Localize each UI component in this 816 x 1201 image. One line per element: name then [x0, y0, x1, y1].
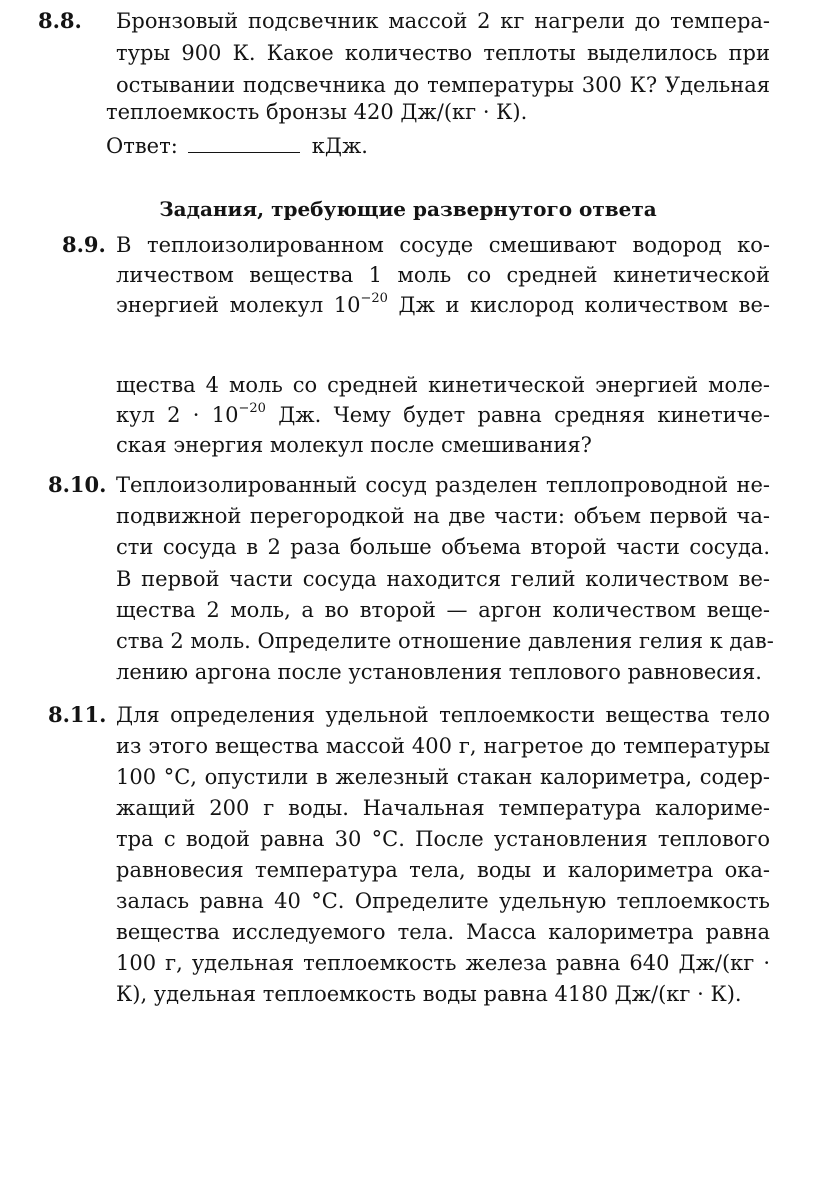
problem-text-line: из этого вещества массой 400 г, нагретое до температуры	[116, 734, 770, 758]
problem-text-line: В первой части сосуда находится гелий количеством ве-	[116, 567, 770, 591]
problem-text-line: туры 900 К. Какое количество теплоты выделилось при	[116, 41, 770, 65]
problem-text-line: Теплоизолированный сосуд разделен теплопроводной не-	[116, 473, 770, 497]
text-fragment: кул 2 · 10	[116, 403, 239, 427]
exponent: −20	[360, 291, 388, 306]
problem-text-line: К), удельная теплоемкость воды равна 4180 Дж/(кг · К).	[116, 982, 742, 1006]
answer-row	[106, 133, 368, 159]
problem-text-line: Для определения удельной теплоемкости вещества тело	[116, 703, 770, 727]
problem-text-line: равновесия температура тела, воды и калориметра ока-	[116, 858, 770, 882]
problem-number: 8.8.	[38, 8, 82, 33]
problem-text-line: жащий 200 г воды. Начальная температура калориме-	[116, 796, 770, 820]
problem-number: 8.11.	[48, 702, 107, 727]
problem-text-line	[116, 292, 770, 318]
problem-text-line: тра с водой равна 30 °С. После установления теплового	[116, 827, 770, 851]
problem-text-line: залась равна 40 °С. Определите удельную теплоемкость	[116, 889, 770, 913]
problem-text-line: щества 4 моль со средней кинетической энергией моле-	[116, 373, 770, 397]
problem-text-line: щества 2 моль, а во второй — аргон количеством веще-	[116, 598, 770, 622]
problem-number: 8.9.	[62, 232, 106, 257]
text-fragment: Дж. Чему будет равна средняя кинетиче-	[265, 403, 770, 427]
problem-text-line: личеством вещества 1 моль со средней кинетической	[116, 263, 770, 287]
problem-text-line: сти сосуда в 2 раза больше объема второй части сосуда.	[116, 535, 770, 559]
problem-text-line: подвижной перегородкой на две части: объем первой ча-	[116, 504, 770, 528]
problem-text-line: Бронзовый подсвечник массой 2 кг нагрели до темпера-	[116, 9, 770, 33]
answer-unit: кДж.	[311, 134, 368, 158]
problem-text-line: ства 2 моль. Определите отношение давления гелия к дав-	[116, 629, 774, 653]
problem-text-line: В теплоизолированном сосуде смешивают водород ко-	[116, 233, 770, 257]
answer-blank[interactable]	[188, 134, 300, 153]
problem-text-line: остывании подсвечника до температуры 300 К? Удельная	[116, 73, 770, 97]
answer-label: Ответ:	[106, 134, 178, 158]
problem-text-line	[116, 402, 770, 428]
text-fragment: Дж и кислород количеством ве-	[387, 293, 770, 317]
text-fragment: энергией молекул 10	[116, 293, 361, 317]
problem-text-line: лению аргона после установления теплового равновесия.	[116, 660, 762, 684]
problem-text-line: ская энергия молекул после смешивания?	[116, 433, 592, 457]
problem-text-line: вещества исследуемого тела. Масса калориметра равна	[116, 920, 770, 944]
problem-text-line: 100 г, удельная теплоемкость железа равна 640 Дж/(кг ·	[116, 951, 770, 975]
problem-number: 8.10.	[48, 472, 107, 497]
problem-text-line: теплоемкость бронзы 420 Дж/(кг · К).	[106, 100, 528, 124]
problem-text-line: 100 °С, опустили в железный стакан калориметра, содер-	[116, 765, 770, 789]
exponent: −20	[238, 401, 266, 416]
section-heading: Задания, требующие развернутого ответа	[159, 197, 657, 221]
